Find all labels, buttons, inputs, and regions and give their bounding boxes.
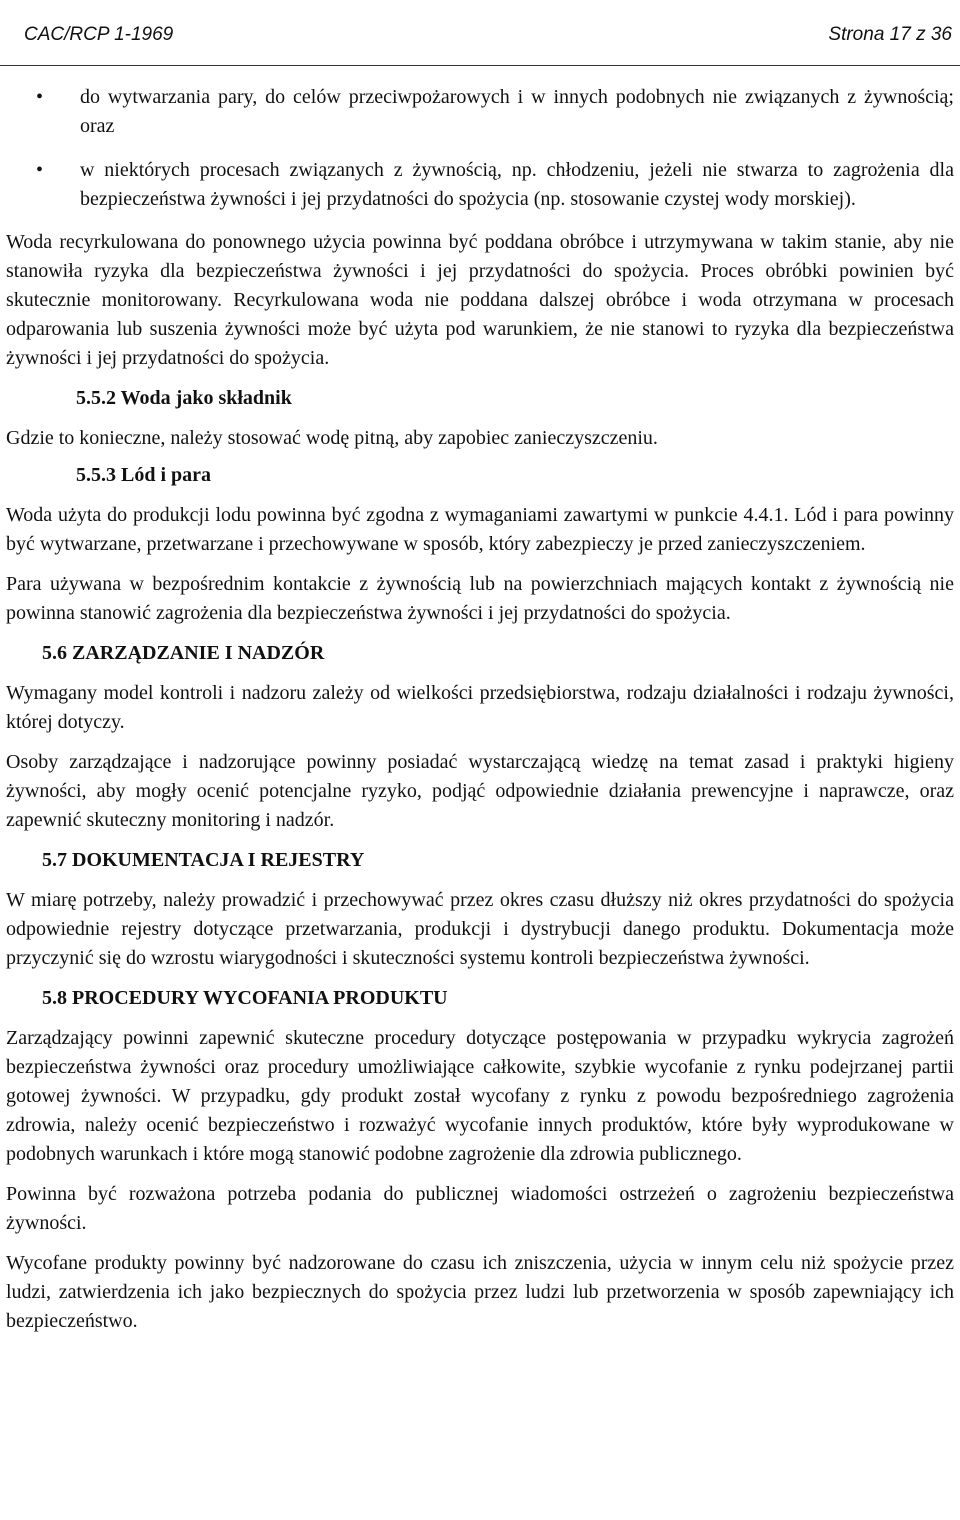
- paragraph-recalled-products: Wycofane produkty powinny być nadzorowane do czasu ich zniszczenia, użycia w innym celu niż spożycie przez ludzi, zatwierdzenia ich jako bezpiecznych do spożycia przez ludzi lub przetworzenia w sposób zapewniający ich bezpieczeństwo.: [6, 1252, 954, 1332]
- bullet-list: [6, 83, 954, 214]
- page-number: Strona 17 z 36: [828, 24, 952, 45]
- header-divider: [0, 65, 960, 66]
- paragraph-ice: Woda użyta do produkcji lodu powinna być zgodna z wymaganiami zawartymi w punkcie 4.4.1. Lód i para powinny być wytwarzane, przetwarzane i przechowywane w sposób, który zabezpieczy je przed zanieczyszczeniem.: [6, 504, 954, 555]
- list-item-text: do wytwarzania pary, do celów przeciwpożarowych i w innych podobnych nie związanych z żywnością; oraz: [80, 86, 954, 137]
- document-code: CAC/RCP 1-1969: [24, 24, 174, 45]
- section-heading-5-5-2: 5.5.2 Woda jako składnik: [76, 387, 292, 409]
- section-heading-5-8: 5.8 PROCEDURY WYCOFANIA PRODUKTU: [42, 987, 448, 1009]
- section-heading-5-5-3: 5.5.3 Lód i para: [76, 464, 212, 486]
- paragraph-managers-knowledge: Osoby zarządzające i nadzorujące powinny posiadać wystarczającą wiedzę na temat zasad i praktyki higieny żywności, aby mogły ocenić potencjalne ryzyko, podjąć odpowiednie działania prewencyjne i naprawcze, oraz zapewnić skuteczny monitoring i nadzór.: [6, 751, 954, 831]
- section-heading-5-7: 5.7 DOKUMENTACJA I REJESTRY: [42, 849, 365, 871]
- page-header: [0, 0, 960, 66]
- paragraph-records: W miarę potrzeby, należy prowadzić i przechowywać przez okres czasu dłuższy niż okres przydatności do spożycia odpowiednie rejestry dotyczące przetwarzania, produkcji i dystrybucji danego produktu. Dokumentacja może przyczynić się do wzrostu wiarygodności i skuteczności systemu kontroli bezpieczeństwa żywności.: [6, 889, 954, 969]
- paragraph-steam: Para używana w bezpośrednim kontakcie z żywnością lub na powierzchniach mających kontakt z żywnością nie powinna stanowić zagrożenia dla bezpieczeństwa żywności i jej przydatności do spożycia.: [6, 573, 954, 624]
- paragraph-recall-procedures: Zarządzający powinni zapewnić skuteczne procedury dotyczące postępowania w przypadku wykrycia zagrożeń bezpieczeństwa żywności oraz procedury umożliwiające całkowite, szybkie wycofanie z rynku podejrzanej partii gotowej żywności. W przypadku, gdy produkt został wycofany z rynku z powodu bezpośredniego zagrożenia zdrowia, należy ocenić bezpieczeństwo i rozważyć wycofanie innych produktów, które były wyprodukowane w podobnych warunkach i które mogą stanowić podobne zagrożenie dla zdrowia publicznego.: [6, 1027, 954, 1165]
- section-heading-5-6: 5.6 ZARZĄDZANIE I NADZÓR: [42, 642, 325, 664]
- paragraph-water-ingredient: Gdzie to konieczne, należy stosować wodę pitną, aby zapobiec zanieczyszczeniu.: [6, 427, 658, 449]
- bullet-icon: •: [36, 86, 44, 108]
- list-item: [6, 156, 954, 214]
- list-item-text: w niektórych procesach związanych z żywnością, np. chłodzeniu, jeżeli nie stwarza to zagrożenia dla bezpieczeństwa żywności i jej przydatności do spożycia (np. stosowanie czystej wody morskiej).: [80, 159, 954, 210]
- list-item: [6, 83, 954, 141]
- document-body: [6, 83, 954, 1347]
- bullet-icon: •: [36, 159, 44, 181]
- paragraph-public-warnings: Powinna być rozważona potrzeba podania do publicznej wiadomości ostrzeżeń o zagrożeniu bezpieczeństwa żywności.: [6, 1183, 954, 1234]
- paragraph-supervision-model: Wymagany model kontroli i nadzoru zależy od wielkości przedsiębiorstwa, rodzaju działalności i rodzaju żywności, której dotyczy.: [6, 682, 954, 733]
- paragraph-recycled-water: Woda recyrkulowana do ponownego użycia powinna być poddana obróbce i utrzymywana w takim stanie, aby nie stanowiła ryzyka dla bezpieczeństwa żywności i jej przydatności do spożycia. Proces obróbki powinien być skutecznie monitorowany. Recyrkulowana woda nie poddana dalszej obróbce i woda otrzymana w procesach odparowania lub suszenia żywności może być użyta pod warunkiem, że nie stanowi to ryzyka dla bezpieczeństwa żywności i jej przydatności do spożycia.: [6, 231, 954, 369]
